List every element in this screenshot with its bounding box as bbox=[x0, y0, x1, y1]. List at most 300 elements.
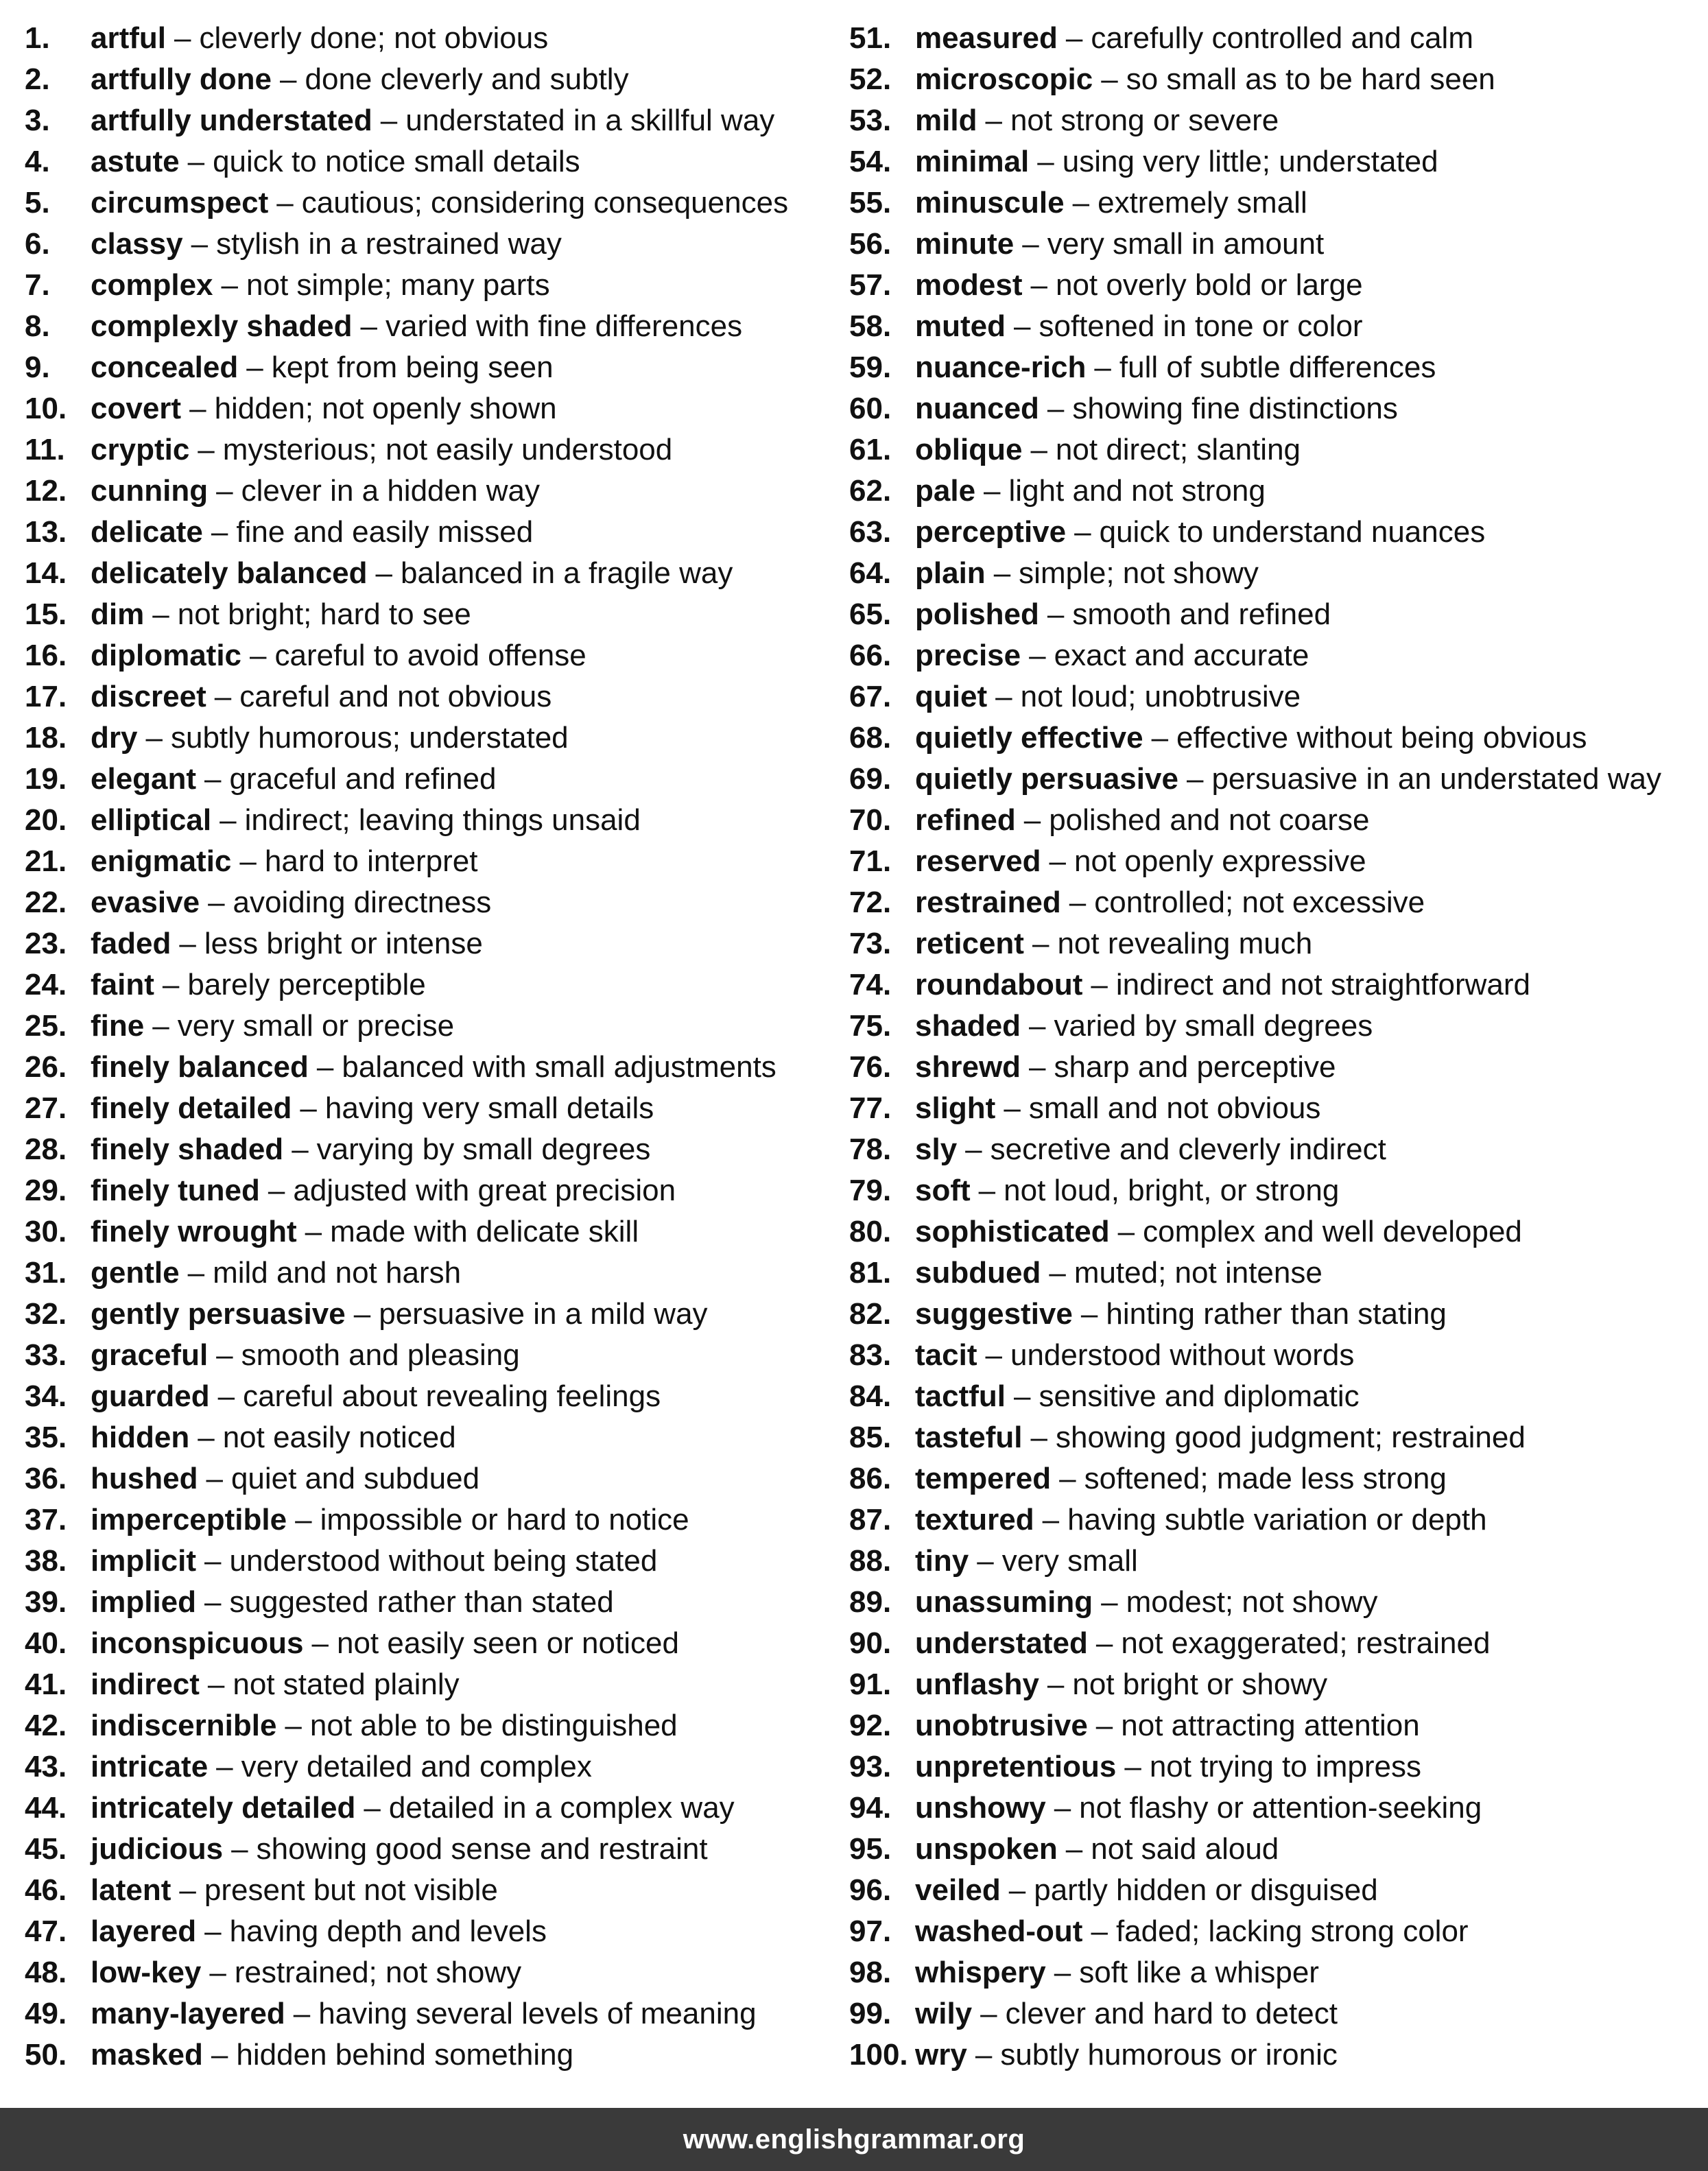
list-item bbox=[25, 429, 834, 471]
list-item bbox=[849, 1911, 1700, 1952]
entry-definition: balanced with small adjustments bbox=[342, 1050, 776, 1084]
entry-definition: not said aloud bbox=[1091, 1832, 1279, 1866]
entry-separator: – bbox=[1059, 1462, 1076, 1495]
list-item bbox=[849, 1170, 1700, 1211]
entry-definition: having depth and levels bbox=[229, 1914, 547, 1948]
entry-word: precise bbox=[915, 639, 1021, 672]
list-item bbox=[25, 1499, 834, 1541]
entry-separator: – bbox=[1008, 1873, 1026, 1907]
list-item bbox=[25, 1870, 834, 1911]
entry-definition: not easily noticed bbox=[222, 1421, 456, 1454]
entry-definition: made with delicate skill bbox=[330, 1215, 639, 1248]
entry-number: 55. bbox=[849, 186, 892, 220]
entry-number: 46. bbox=[25, 1873, 67, 1907]
entry-number: 39. bbox=[25, 1585, 67, 1619]
list-item bbox=[25, 1788, 834, 1829]
entry-number: 23. bbox=[25, 927, 67, 960]
entry-definition: varying by small degrees bbox=[316, 1132, 651, 1166]
entry-word: unassuming bbox=[915, 1585, 1093, 1619]
list-item bbox=[849, 1993, 1700, 2034]
entry-definition: hard to interpret bbox=[264, 844, 478, 878]
entry-definition: not revealing much bbox=[1057, 927, 1313, 960]
entry-number: 77. bbox=[849, 1091, 892, 1125]
list-item bbox=[849, 429, 1700, 471]
entry-number: 59. bbox=[849, 351, 892, 384]
entry-definition: cautious; considering consequences bbox=[301, 186, 789, 220]
list-item bbox=[25, 1541, 834, 1582]
entry-separator: – bbox=[204, 1914, 222, 1948]
entry-number: 87. bbox=[849, 1503, 892, 1537]
entry-word: discreet bbox=[91, 680, 206, 713]
list-item bbox=[849, 1582, 1700, 1623]
entry-word: tiny bbox=[915, 1544, 969, 1578]
list-item bbox=[25, 1829, 834, 1870]
entry-separator: – bbox=[1047, 392, 1065, 425]
entry-number: 4. bbox=[25, 145, 50, 178]
entry-word: textured bbox=[915, 1503, 1034, 1537]
entry-definition: showing good judgment; restrained bbox=[1055, 1421, 1526, 1454]
entry-separator: – bbox=[187, 1256, 205, 1290]
entry-separator: – bbox=[1029, 1009, 1046, 1043]
list-item bbox=[849, 594, 1700, 635]
entry-definition: not loud, bright, or strong bbox=[1004, 1174, 1340, 1207]
entry-number: 47. bbox=[25, 1914, 67, 1948]
word-list-column-left bbox=[25, 18, 834, 2076]
list-item bbox=[849, 635, 1700, 676]
entry-number: 100. bbox=[849, 2038, 908, 2072]
entry-word: masked bbox=[91, 2038, 203, 2072]
entry-word: nuance-rich bbox=[915, 351, 1087, 384]
list-item bbox=[25, 635, 834, 676]
list-item bbox=[849, 182, 1700, 224]
entry-number: 67. bbox=[849, 680, 892, 713]
list-item bbox=[849, 1006, 1700, 1047]
entry-number: 83. bbox=[849, 1338, 892, 1372]
list-item bbox=[25, 553, 834, 594]
entry-definition: hidden behind something bbox=[236, 2038, 574, 2072]
entry-number: 85. bbox=[849, 1421, 892, 1454]
entry-separator: – bbox=[316, 1050, 334, 1084]
entry-definition: hinting rather than stating bbox=[1106, 1297, 1447, 1331]
entry-definition: not stated plainly bbox=[233, 1668, 460, 1701]
entry-definition: detailed in a complex way bbox=[388, 1791, 735, 1825]
list-item bbox=[849, 1870, 1700, 1911]
list-item bbox=[25, 1458, 834, 1499]
entry-number: 99. bbox=[849, 1997, 892, 2030]
entry-separator: – bbox=[216, 1338, 233, 1372]
entry-number: 88. bbox=[849, 1544, 892, 1578]
entry-word: shaded bbox=[915, 1009, 1021, 1043]
entry-number: 38. bbox=[25, 1544, 67, 1578]
entry-number: 49. bbox=[25, 1997, 67, 2030]
entry-separator: – bbox=[360, 309, 377, 343]
entry-definition: less bright or intense bbox=[204, 927, 483, 960]
entry-word: washed-out bbox=[915, 1914, 1083, 1948]
entry-definition: polished and not coarse bbox=[1049, 803, 1370, 837]
entry-separator: – bbox=[207, 1668, 225, 1701]
entry-definition: very detailed and complex bbox=[241, 1750, 592, 1783]
entry-definition: not easily seen or noticed bbox=[336, 1626, 679, 1660]
list-item bbox=[25, 1170, 834, 1211]
entry-word: polished bbox=[915, 597, 1039, 631]
entry-number: 24. bbox=[25, 968, 67, 1001]
entry-word: plain bbox=[915, 556, 986, 590]
entry-separator: – bbox=[217, 1379, 235, 1413]
entry-word: minute bbox=[915, 227, 1015, 261]
list-item bbox=[25, 1417, 834, 1458]
list-item bbox=[25, 1088, 834, 1129]
entry-definition: very small bbox=[1001, 1544, 1138, 1578]
entry-separator: – bbox=[1101, 62, 1118, 96]
list-item bbox=[849, 676, 1700, 717]
entry-number: 2. bbox=[25, 62, 50, 96]
entry-definition: small and not obvious bbox=[1028, 1091, 1321, 1125]
entry-word: tactful bbox=[915, 1379, 1006, 1413]
word-list-column-right bbox=[849, 18, 1700, 2076]
entry-definition: very small or precise bbox=[177, 1009, 455, 1043]
entry-definition: subtly humorous; understated bbox=[170, 721, 569, 755]
entry-separator: – bbox=[187, 145, 205, 178]
entry-word: whispery bbox=[915, 1956, 1046, 1989]
list-item bbox=[849, 717, 1700, 759]
entry-separator: – bbox=[189, 392, 206, 425]
list-item bbox=[849, 224, 1700, 265]
entry-separator: – bbox=[1080, 1297, 1098, 1331]
entry-word: delicate bbox=[91, 515, 203, 549]
entry-word: cunning bbox=[91, 474, 209, 508]
entry-definition: hidden; not openly shown bbox=[214, 392, 557, 425]
list-item bbox=[25, 1582, 834, 1623]
entry-word: complexly shaded bbox=[91, 309, 353, 343]
entry-word: unobtrusive bbox=[915, 1709, 1088, 1742]
entry-word: elliptical bbox=[91, 803, 212, 837]
entry-definition: complex and well developed bbox=[1143, 1215, 1522, 1248]
entry-word: concealed bbox=[91, 351, 239, 384]
entry-definition: varied by small degrees bbox=[1054, 1009, 1373, 1043]
entry-definition: indirect and not straightforward bbox=[1115, 968, 1530, 1001]
entry-definition: adjusted with great precision bbox=[293, 1174, 676, 1207]
entry-separator: – bbox=[993, 556, 1011, 590]
entry-definition: simple; not showy bbox=[1019, 556, 1259, 590]
list-item bbox=[25, 512, 834, 553]
entry-number: 96. bbox=[849, 1873, 892, 1907]
list-item bbox=[849, 800, 1700, 841]
entry-definition: very small in amount bbox=[1047, 227, 1325, 261]
entry-word: finely detailed bbox=[91, 1091, 292, 1125]
list-item bbox=[25, 2034, 834, 2076]
entry-definition: not overly bold or large bbox=[1055, 268, 1363, 302]
entry-definition: fine and easily missed bbox=[236, 515, 534, 549]
entry-definition: modest; not showy bbox=[1126, 1585, 1378, 1619]
entry-number: 42. bbox=[25, 1709, 67, 1742]
entry-separator: – bbox=[995, 680, 1012, 713]
entry-separator: – bbox=[285, 1709, 302, 1742]
entry-separator: – bbox=[214, 680, 232, 713]
list-item bbox=[849, 347, 1700, 388]
entry-definition: understood without words bbox=[1010, 1338, 1355, 1372]
entry-number: 26. bbox=[25, 1050, 67, 1084]
entry-separator: – bbox=[1029, 639, 1046, 672]
entry-number: 72. bbox=[849, 886, 892, 919]
list-item bbox=[25, 676, 834, 717]
entry-number: 14. bbox=[25, 556, 67, 590]
entry-definition: exact and accurate bbox=[1054, 639, 1309, 672]
list-item bbox=[849, 306, 1700, 347]
entry-definition: clever in a hidden way bbox=[241, 474, 540, 508]
entry-number: 58. bbox=[849, 309, 892, 343]
entry-separator: – bbox=[145, 721, 163, 755]
list-item bbox=[849, 1829, 1700, 1870]
entry-separator: – bbox=[216, 1750, 233, 1783]
entry-definition: muted; not intense bbox=[1074, 1256, 1322, 1290]
entry-separator: – bbox=[375, 556, 393, 590]
entry-word: delicately balanced bbox=[91, 556, 368, 590]
list-item bbox=[25, 841, 834, 882]
entry-definition: suggested rather than stated bbox=[229, 1585, 614, 1619]
entry-word: circumspect bbox=[91, 186, 269, 220]
entry-definition: smooth and pleasing bbox=[241, 1338, 520, 1372]
list-item bbox=[849, 2034, 1700, 2076]
entry-definition: secretive and cleverly indirect bbox=[990, 1132, 1386, 1166]
entry-definition: understood without being stated bbox=[229, 1544, 658, 1578]
entry-number: 54. bbox=[849, 145, 892, 178]
entry-number: 71. bbox=[849, 844, 892, 878]
entry-number: 81. bbox=[849, 1256, 892, 1290]
entry-word: hidden bbox=[91, 1421, 190, 1454]
entry-separator: – bbox=[311, 1626, 329, 1660]
entry-separator: – bbox=[1037, 145, 1054, 178]
entry-word: wily bbox=[915, 1997, 973, 2030]
list-item bbox=[25, 1664, 834, 1705]
entry-definition: showing fine distinctions bbox=[1072, 392, 1398, 425]
entry-separator: – bbox=[1069, 886, 1087, 919]
entry-number: 31. bbox=[25, 1256, 67, 1290]
entry-number: 57. bbox=[849, 268, 892, 302]
entry-separator: – bbox=[1030, 268, 1047, 302]
entry-definition: present but not visible bbox=[204, 1873, 498, 1907]
entry-number: 37. bbox=[25, 1503, 67, 1537]
entry-word: sly bbox=[915, 1132, 958, 1166]
entry-separator: – bbox=[221, 268, 238, 302]
entry-definition: quick to notice small details bbox=[213, 145, 580, 178]
entry-separator: – bbox=[965, 1132, 982, 1166]
entry-separator: – bbox=[208, 886, 225, 919]
entry-number: 94. bbox=[849, 1791, 892, 1825]
entry-definition: avoiding directness bbox=[233, 886, 492, 919]
list-item bbox=[25, 1006, 834, 1047]
entry-separator: – bbox=[174, 21, 191, 55]
entry-word: quiet bbox=[915, 680, 988, 713]
entry-word: gentle bbox=[91, 1256, 180, 1290]
entry-number: 9. bbox=[25, 351, 50, 384]
list-item bbox=[849, 1499, 1700, 1541]
entry-number: 79. bbox=[849, 1174, 892, 1207]
entry-definition: careful about revealing feelings bbox=[243, 1379, 661, 1413]
entry-word: intricately detailed bbox=[91, 1791, 356, 1825]
entry-word: modest bbox=[915, 268, 1023, 302]
entry-number: 41. bbox=[25, 1668, 67, 1701]
entry-definition: not simple; many parts bbox=[246, 268, 550, 302]
entry-word: finely balanced bbox=[91, 1050, 309, 1084]
entry-separator: – bbox=[1091, 968, 1108, 1001]
list-item bbox=[849, 1376, 1700, 1417]
entry-number: 78. bbox=[849, 1132, 892, 1166]
list-item bbox=[25, 59, 834, 100]
list-item bbox=[849, 1129, 1700, 1170]
list-item bbox=[25, 224, 834, 265]
entry-word: classy bbox=[91, 227, 183, 261]
entry-number: 29. bbox=[25, 1174, 67, 1207]
entry-word: finely shaded bbox=[91, 1132, 284, 1166]
entry-number: 53. bbox=[849, 104, 892, 137]
list-item bbox=[849, 1211, 1700, 1253]
entry-word: astute bbox=[91, 145, 180, 178]
entry-number: 69. bbox=[849, 762, 892, 796]
entry-word: dim bbox=[91, 597, 145, 631]
entry-separator: – bbox=[216, 474, 233, 508]
list-item bbox=[849, 265, 1700, 306]
entry-separator: – bbox=[246, 351, 263, 384]
entry-separator: – bbox=[364, 1791, 381, 1825]
entry-word: implied bbox=[91, 1585, 197, 1619]
entry-definition: extremely small bbox=[1098, 186, 1307, 220]
list-item bbox=[849, 1623, 1700, 1664]
list-item bbox=[25, 182, 834, 224]
word-list bbox=[0, 18, 1708, 2076]
entry-definition: careful to avoid offense bbox=[274, 639, 586, 672]
list-item bbox=[849, 59, 1700, 100]
entry-number: 61. bbox=[849, 433, 892, 466]
entry-separator: – bbox=[209, 1956, 226, 1989]
entry-number: 80. bbox=[849, 1215, 892, 1248]
entry-number: 63. bbox=[849, 515, 892, 549]
list-item bbox=[25, 1911, 834, 1952]
entry-separator: – bbox=[220, 803, 237, 837]
entry-definition: not attracting attention bbox=[1121, 1709, 1420, 1742]
entry-separator: – bbox=[239, 844, 257, 878]
list-item bbox=[849, 759, 1700, 800]
list-item bbox=[849, 923, 1700, 964]
entry-number: 64. bbox=[849, 556, 892, 590]
entry-number: 11. bbox=[25, 433, 65, 466]
list-item bbox=[25, 759, 834, 800]
entry-word: minuscule bbox=[915, 186, 1065, 220]
list-item bbox=[849, 1047, 1700, 1088]
entry-word: hushed bbox=[91, 1462, 198, 1495]
entry-word: measured bbox=[915, 21, 1058, 55]
entry-number: 22. bbox=[25, 886, 67, 919]
list-item bbox=[849, 388, 1700, 429]
entry-word: artful bbox=[91, 21, 166, 55]
entry-word: finely wrought bbox=[91, 1215, 297, 1248]
entry-separator: – bbox=[206, 1462, 223, 1495]
entry-number: 20. bbox=[25, 803, 67, 837]
entry-word: wry bbox=[915, 2038, 967, 2072]
entry-word: mild bbox=[915, 104, 977, 137]
entry-separator: – bbox=[198, 433, 215, 466]
entry-word: tacit bbox=[915, 1338, 977, 1372]
entry-separator: – bbox=[280, 62, 297, 96]
entry-number: 75. bbox=[849, 1009, 892, 1043]
entry-definition: softened; made less strong bbox=[1084, 1462, 1447, 1495]
entry-separator: – bbox=[198, 1421, 215, 1454]
entry-definition: mild and not harsh bbox=[213, 1256, 462, 1290]
entry-word: unshowy bbox=[915, 1791, 1046, 1825]
entry-separator: – bbox=[1072, 186, 1090, 220]
list-item bbox=[849, 1294, 1700, 1335]
entry-separator: – bbox=[1186, 762, 1204, 796]
entry-number: 19. bbox=[25, 762, 67, 796]
entry-separator: – bbox=[295, 1503, 312, 1537]
entry-number: 32. bbox=[25, 1297, 67, 1331]
entry-definition: soft like a whisper bbox=[1079, 1956, 1319, 1989]
entry-definition: careful and not obvious bbox=[239, 680, 552, 713]
entry-word: quietly effective bbox=[915, 721, 1143, 755]
entry-separator: – bbox=[975, 2038, 993, 2072]
entry-separator: – bbox=[1054, 1956, 1071, 1989]
list-item bbox=[25, 388, 834, 429]
entry-word: low-key bbox=[91, 1956, 202, 1989]
entry-word: many-layered bbox=[91, 1997, 285, 2030]
entry-definition: partly hidden or disguised bbox=[1034, 1873, 1378, 1907]
entry-word: elegant bbox=[91, 762, 197, 796]
entry-definition: using very little; understated bbox=[1062, 145, 1438, 178]
entry-definition: so small as to be hard seen bbox=[1126, 62, 1495, 96]
list-item bbox=[849, 1088, 1700, 1129]
list-item bbox=[25, 100, 834, 141]
entry-word: suggestive bbox=[915, 1297, 1073, 1331]
entry-word: intricate bbox=[91, 1750, 209, 1783]
entry-word: complex bbox=[91, 268, 213, 302]
entry-definition: stylish in a restrained way bbox=[216, 227, 562, 261]
entry-separator: – bbox=[250, 639, 267, 672]
list-item bbox=[25, 882, 834, 923]
entry-separator: – bbox=[977, 1544, 994, 1578]
entry-number: 17. bbox=[25, 680, 67, 713]
entry-word: artfully done bbox=[91, 62, 272, 96]
footer-url[interactable]: www.englishgrammar.org bbox=[683, 2124, 1025, 2155]
list-item bbox=[25, 923, 834, 964]
entry-number: 7. bbox=[25, 268, 50, 302]
entry-word: graceful bbox=[91, 1338, 209, 1372]
entry-definition: softened in tone or color bbox=[1039, 309, 1363, 343]
entry-number: 97. bbox=[849, 1914, 892, 1948]
list-item bbox=[849, 1458, 1700, 1499]
entry-separator: – bbox=[1095, 1626, 1113, 1660]
entry-number: 70. bbox=[849, 803, 892, 837]
list-item bbox=[849, 100, 1700, 141]
entry-separator: – bbox=[1030, 1421, 1047, 1454]
entry-separator: – bbox=[204, 1585, 222, 1619]
entry-definition: cleverly done; not obvious bbox=[199, 21, 549, 55]
entry-word: imperceptible bbox=[91, 1503, 287, 1537]
entry-number: 3. bbox=[25, 104, 50, 137]
entry-definition: faded; lacking strong color bbox=[1115, 1914, 1469, 1948]
list-item bbox=[849, 512, 1700, 553]
entry-definition: carefully controlled and calm bbox=[1091, 21, 1473, 55]
entry-number: 43. bbox=[25, 1750, 67, 1783]
entry-separator: – bbox=[985, 1338, 1002, 1372]
entry-definition: sharp and perceptive bbox=[1054, 1050, 1336, 1084]
list-item bbox=[25, 1376, 834, 1417]
entry-number: 44. bbox=[25, 1791, 67, 1825]
entry-separator: – bbox=[1094, 351, 1111, 384]
entry-number: 65. bbox=[849, 597, 892, 631]
entry-number: 91. bbox=[849, 1668, 892, 1701]
entry-word: pale bbox=[915, 474, 976, 508]
entry-word: inconspicuous bbox=[91, 1626, 304, 1660]
entry-number: 10. bbox=[25, 392, 67, 425]
